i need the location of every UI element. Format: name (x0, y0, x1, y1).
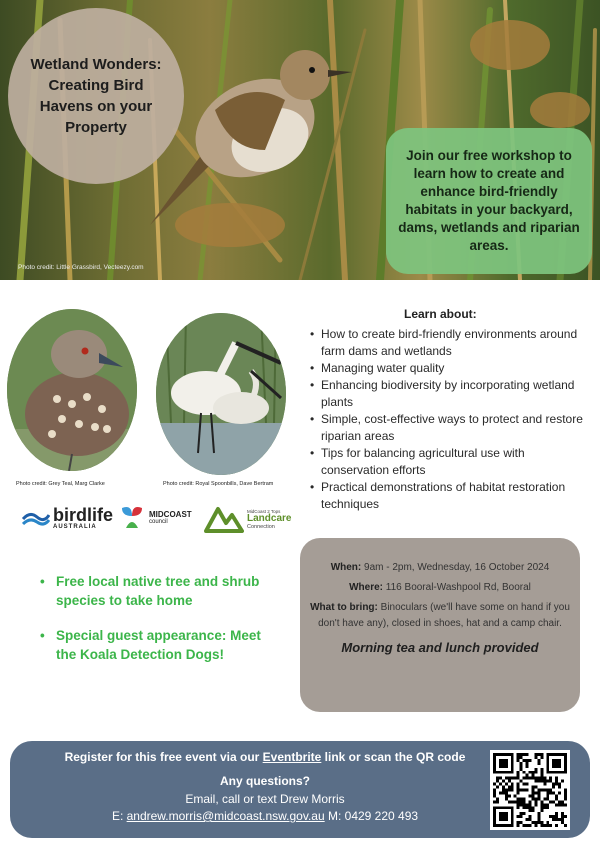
birdlife-logo (22, 506, 113, 530)
birdlife-sub: AUSTRALIA (53, 524, 97, 530)
learn-item: • Tips for balancing agricultural use with conservation efforts (308, 445, 590, 479)
learn-item: • Managing water quality (308, 360, 590, 377)
midcoast-sub: council (149, 518, 168, 525)
where-value: 116 Booral-Washpool Rd, Booral (385, 582, 531, 593)
meal-note: Morning tea and lunch provided (341, 640, 539, 655)
email-label: E: (111, 809, 127, 823)
eventbrite-link[interactable]: Eventbrite (262, 750, 322, 764)
when-row (310, 560, 570, 576)
questions-heading: Any questions? (219, 774, 310, 788)
where-label: Where: (349, 582, 384, 593)
grey-teal-credit: Photo credit: Grey Teal, Marg Clarke (16, 481, 105, 487)
hero-photo (0, 0, 600, 280)
midcoast-leaf-icon (120, 504, 144, 530)
email-phone-line (10, 809, 520, 823)
hero-photo-credit: Photo credit: Little Grassbird, Vecteezy.com (18, 264, 144, 271)
midcoast-wordmark: MIDCOAST (149, 509, 192, 519)
qr-code[interactable] (490, 750, 570, 830)
learn-item: • Practical demonstrations of habitat restoration techniques (308, 479, 590, 513)
spoonbill-credit: Photo credit: Royal Spoonbills, Dave Bertram (163, 481, 274, 487)
royal-spoonbills-photo (156, 313, 286, 475)
landcare-sub: Connection (247, 523, 275, 530)
when-label: When: (330, 562, 362, 573)
learn-item: • Simple, cost-effective ways to protect and restore riparian areas (308, 411, 590, 445)
register-pre: Register for this free event via our (64, 750, 263, 764)
bring-row (310, 600, 570, 632)
contact-line: Email, call or text Drew Morris (185, 792, 345, 806)
workshop-intro: Join our free workshop to learn how to create and enhance bird-friendly habitats in your backyard, dams, wetlands and riparian areas. (398, 148, 580, 253)
phone-label: M: (324, 809, 345, 823)
register-line (30, 750, 500, 764)
perk-item-koala-dogs: • Special guest appearance: Meet the Koala Detection Dogs! (40, 626, 270, 664)
bring-label: What to bring: (310, 602, 378, 613)
qr-code-icon (493, 753, 567, 827)
learn-item: • How to create bird-friendly environments around farm dams and wetlands (308, 326, 590, 360)
event-details-box (300, 538, 580, 712)
landcare-hands-icon (204, 505, 244, 533)
landcare-logo (204, 505, 291, 533)
grey-teal-photo (7, 309, 137, 471)
landcare-wordmark: Landcare (247, 512, 292, 524)
title-circle (8, 8, 184, 184)
registration-footer (10, 741, 590, 838)
perks-list (40, 572, 270, 680)
workshop-intro-box (386, 128, 592, 274)
where-row (310, 580, 570, 596)
when-value: 9am - 2pm, Wednesday, 16 October 2024 (364, 562, 550, 573)
midcoast-council-logo (120, 504, 192, 530)
learn-list (308, 326, 590, 513)
learn-item: • Enhancing biodiversity by incorporating wetland plants (308, 377, 590, 411)
learn-heading: Learn about: (404, 307, 477, 321)
perk-item-trees: • Free local native tree and shrub species to take home (40, 572, 270, 610)
landcare-pre: MidCoast 2 Tops (247, 508, 281, 514)
event-title: Wetland Wonders: Creating Bird Havens on your Property (30, 56, 162, 136)
phone-number[interactable]: 0429 220 493 (344, 809, 419, 823)
bring-value: Binoculars (we'll have some on hand if you don't have any), closed in shoes, hat and a camp chair. (318, 602, 570, 629)
email-link[interactable]: andrew.morris@midcoast.nsw.gov.au (126, 809, 325, 823)
birdlife-wordmark: birdlife (53, 505, 114, 525)
register-post: link or scan the QR code (321, 750, 466, 764)
birdlife-wave-icon (22, 509, 50, 527)
